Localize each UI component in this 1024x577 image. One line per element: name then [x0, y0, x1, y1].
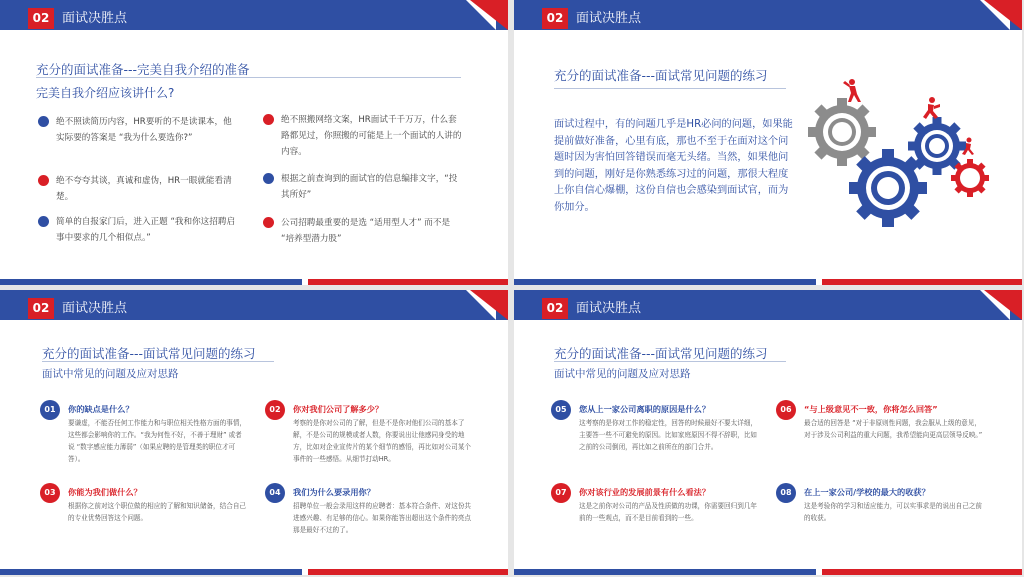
bullet-item: 绝不照读简历内容，HR要听的不是读课本，他实际要的答案是 “我为什么要选你?”	[38, 114, 238, 146]
section-number-badge: 02	[542, 298, 568, 319]
question-answer: 这是之前你对公司的产品及性质做的功课，你需要回归到几年前的一些观点，而不是目前看到的一些。	[579, 502, 758, 522]
question-number-badge: 08	[776, 483, 796, 503]
bullet-item: 根据之前查询到的面试官的信息编排文字，“投其所好”	[263, 171, 463, 203]
section-title: 充分的面试准备---面试常见问题的练习	[42, 346, 256, 361]
section-subtitle: 完美自我介绍应该讲什么?	[36, 86, 175, 100]
section-title: 充分的面试准备---完美自我介绍的准备	[36, 62, 250, 77]
section-title: 充分的面试准备---面试常见问题的练习	[554, 68, 768, 83]
question-answer: 根据你之前对这个职位做的相应的了解和知识储备，结合自己的专业优势回答这个问题。	[68, 502, 247, 522]
slide-self-introduction	[0, 0, 508, 285]
bullet-dot-icon	[263, 173, 274, 184]
question-title: 你的缺点是什么？	[68, 404, 134, 414]
bullet-item: 绝不照搬网络文案，HR面试千千万万，什么套路都见过，你照搬的可能是上一个面试的人讲的内容。	[263, 112, 463, 160]
bullet-item: 简单的自报家门后，进入正题 “我和你这招聘启事中要求的几个相似点。”	[38, 214, 238, 246]
question-title: 你对我们公司了解多少？	[293, 404, 384, 414]
header-accent-stripe	[984, 0, 1022, 30]
bullet-dot-icon	[263, 217, 274, 228]
section-number-badge: 02	[28, 8, 54, 29]
section-subtitle: 面试中常见的问题及应对思路	[42, 368, 179, 380]
question-answer: 考察的是你对公司的了解，但是不是你对他们公司的基本了解，不是公司的规模或者人数，你要说出让他感同身受的地方，比如对企业宣传片的某个细节的感悟，再比如对公司某个事件的一些感悟。从细节打动HR。	[293, 419, 472, 463]
question-number-badge: 04	[265, 483, 285, 503]
bullet-dot-icon	[38, 216, 49, 227]
gears-with-running-figures-icon	[806, 70, 996, 230]
question-number-badge: 07	[551, 483, 571, 503]
question-answer: 招聘单位一般会录用这样的应聘者：基本符合条件、对这份共进感兴趣、有足够的信心。如果你能答出超出这个条件的亮点那是最好不过的了。	[293, 502, 472, 534]
section-number-badge: 02	[28, 298, 54, 319]
footer-accent	[822, 569, 1022, 575]
bullet-item: 绝不夸夸其谈，真诚和虚伪，HR一眼就能看清楚。	[38, 173, 238, 205]
question-title: “与上级意见不一致，你将怎么回答”	[804, 404, 938, 414]
slide-common-questions-intro	[514, 0, 1022, 285]
header-accent-stripe	[470, 290, 508, 320]
slide-common-questions-1	[0, 290, 508, 575]
section-title: 充分的面试准备---面试常见问题的练习	[554, 346, 768, 361]
bullet-dot-icon	[38, 175, 49, 186]
question-answer: 要谦虚，不能否任何工作能力和与职位相关性格方面的事情，这些都会影响你的工作。“我为何性不好，不善于理财” 或者说 “数字感应能力薄弱”（如果应聘的是管理类的职位才可答）。	[68, 419, 247, 463]
header-accent-stripe	[470, 0, 508, 30]
header-title: 面试决胜点	[62, 11, 128, 26]
question-number-badge: 05	[551, 400, 571, 420]
question-number-badge: 03	[40, 483, 60, 503]
bullet-item: 公司招聘最重要的是选 “适用型人才” 而不是 “培养型潜力股”	[263, 215, 463, 247]
footer-accent	[308, 279, 508, 285]
section-subtitle: 面试中常见的问题及应对思路	[554, 368, 691, 380]
header-title: 面试决胜点	[576, 11, 642, 26]
header-accent-stripe	[984, 290, 1022, 320]
intro-paragraph: 面试过程中，有的问题几乎是HR必问的问题，如果能提前做好准备，心里有底，那也不至于在面对这个问题时因为害怕回答错误而毫无头绪。当然，如果他问到的问题，刚好是你熟悉练习过的问题，那很大程度上你自信心爆棚，这份自信也会感染到面试官，而为你加分。	[554, 119, 793, 213]
slide-common-questions-2	[514, 290, 1022, 575]
footer-accent	[308, 569, 508, 575]
bullet-dot-icon	[38, 116, 49, 127]
question-answer: 这考察的是你对工作的稳定性，回答的时候最好不要太详细，主要答一些不可避免的原因。比如家庭原因不得不辞职，比如之前的公司倒闭，再比如之前所在的部门合并。	[579, 419, 758, 451]
question-title: 你对该行业的发展前景有什么看法？	[579, 487, 711, 497]
question-number-badge: 06	[776, 400, 796, 420]
question-title: 我们为什么要录用你？	[293, 487, 375, 497]
question-answer: 这是考验你的学习和适应能力，可以实事求是的说出自己之前的收获。	[804, 502, 983, 522]
question-title: 在上一家公司/学校的最大的收获？	[804, 487, 930, 497]
question-title: 你能为我们做什么？	[68, 487, 142, 497]
question-number-badge: 02	[265, 400, 285, 420]
header-title: 面试决胜点	[62, 301, 128, 316]
footer-accent	[822, 279, 1022, 285]
header-title: 面试决胜点	[576, 301, 642, 316]
question-answer: 最合适的回答是 “对于非原则性问题，我会服从上级的意见，对于涉及公司利益的重大问题，我希望能向更高层领导反映。”	[804, 419, 983, 439]
question-number-badge: 01	[40, 400, 60, 420]
question-title: 您从上一家公司离职的原因是什么？	[579, 404, 711, 414]
bullet-dot-icon	[263, 114, 274, 125]
section-number-badge: 02	[542, 8, 568, 29]
